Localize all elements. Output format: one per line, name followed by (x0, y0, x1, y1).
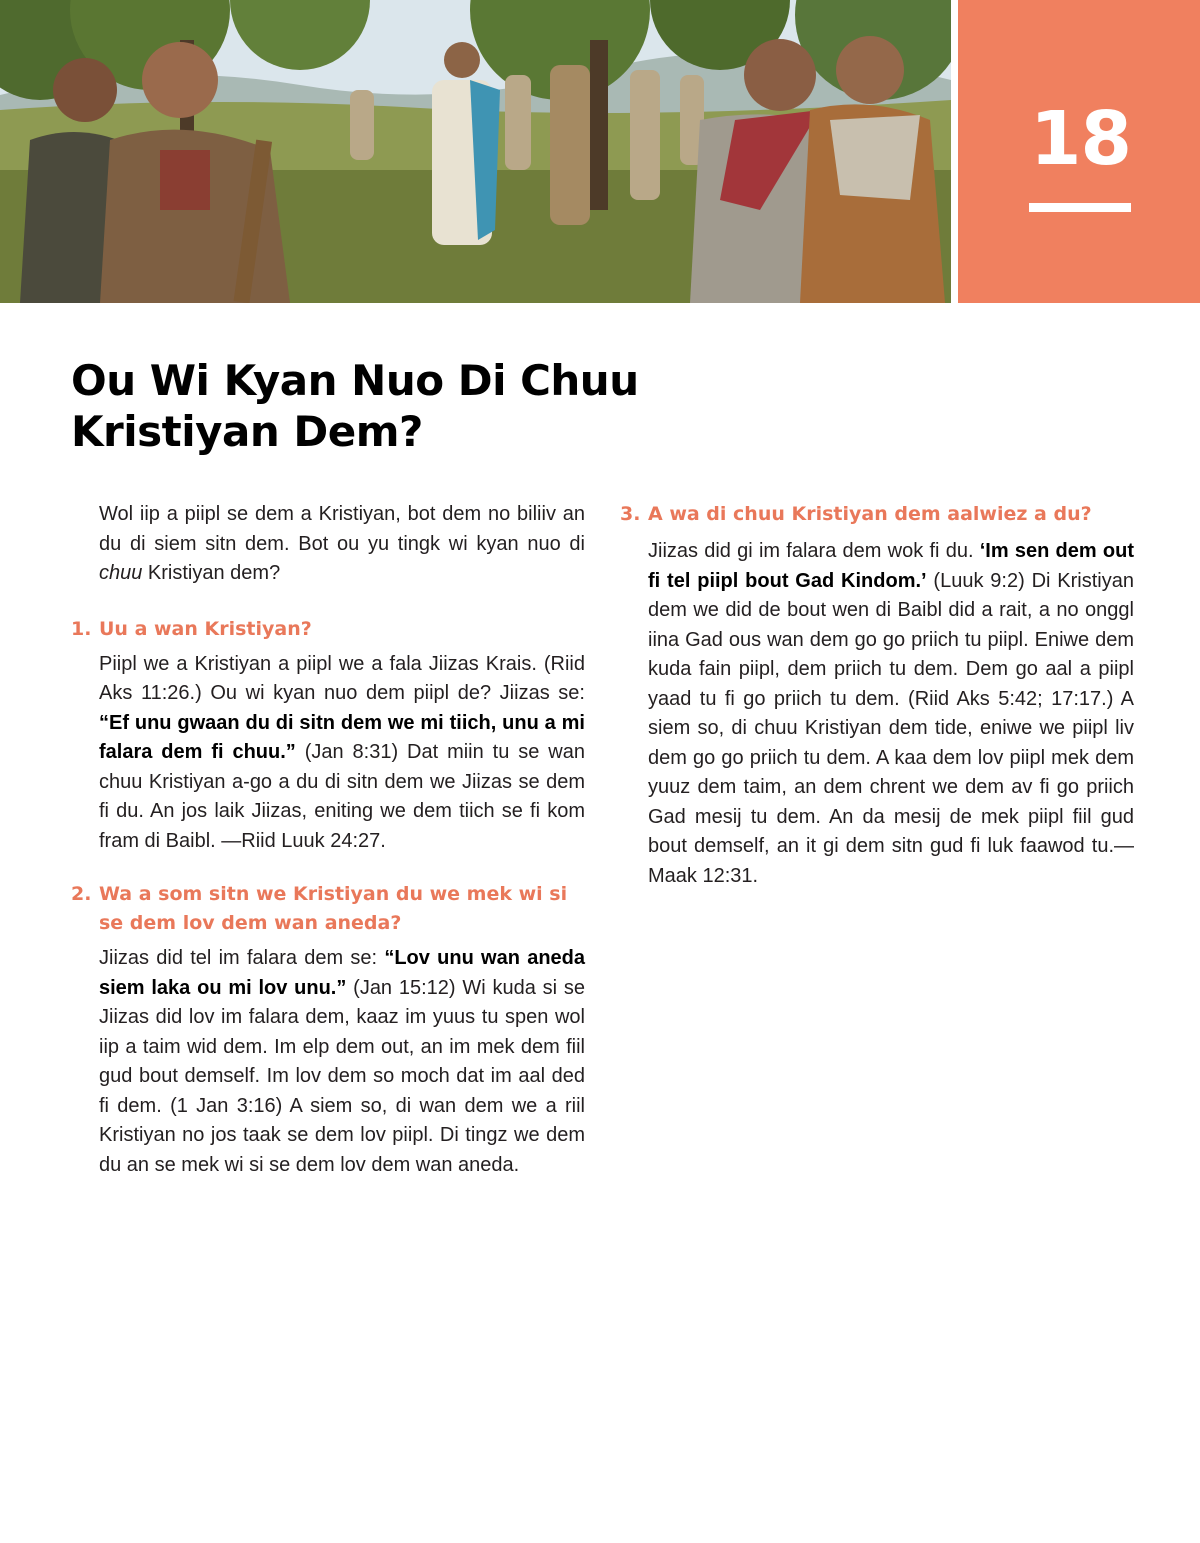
answer-1-scripture-quote: “Ef unu gwaan du di sitn dem we mi tiich, unu a mi falara dem fi chuu.” (99, 711, 585, 763)
intro-paragraph (99, 500, 585, 589)
lesson-title (71, 355, 771, 457)
question-3-number: 3. (620, 503, 641, 525)
intro-text-a: Wol iip a piipl se dem a Kristiyan, bot dem no biliiv an du di siem sitn dem. Bot ou yu tingk wi kyan nuo di (99, 503, 585, 555)
question-1-text: Uu a wan Kristiyan? (99, 617, 312, 640)
lesson-title-line1: Ou Wi Kyan Nuo Di Chuu (71, 356, 639, 405)
question-2-number: 2. (71, 883, 92, 905)
answer-2-text-b: (Jan 15:12) Wi kuda si se Jiizas did lov im falara dem, kaaz im yuus tu spen wol iip a taim wid dem. Im elp dem out, an im mek dem fiil gud bout demself. Im lov dem so moch dat im aal ded fi dem. (1 Jan 3:16) A siem so, di wan dem we a riil Kristiyan no jos taak se dem lov piipl. Di tingz we dem du an se mek wi si se dem lov dem wan aneda. (99, 976, 585, 1176)
answer-2-text-a: Jiizas did tel im falara dem se: (99, 947, 385, 969)
answer-1-text-a: Piipl we a Kristiyan a piipl we a fala Jiizas Krais. (Riid Aks 11:26.) Ou wi kyan nuo dem piipl de? Jiizas se: (99, 652, 585, 704)
question-2-text: Wa a som sitn we Kristiyan du we mek wi si se dem lov dem wan aneda? (99, 883, 568, 934)
chapter-badge (958, 0, 1200, 303)
question-3 (620, 500, 1134, 529)
answer-1-text-b: (Jan 8:31) Dat miin tu se wan chuu Kristiyan a-go a du di sitn dem we Jiizas se dem fi du. An jos laik Jiizas, eniting we dem tiich se fi kom fram di Baibl. —Riid Luuk 24:27. (99, 741, 585, 852)
hero-illustration (0, 0, 951, 303)
disciples-walking-illustration (0, 0, 951, 303)
intro-text-b: Kristiyan dem? (142, 562, 281, 584)
right-column (620, 500, 1134, 891)
question-1-number: 1. (71, 617, 92, 640)
left-column (71, 500, 585, 1180)
chapter-underline (1029, 203, 1131, 212)
question-1 (71, 615, 585, 644)
answer-3-text-b: (Luuk 9:2) Di Kristiyan dem we did de bout wen di Baibl did a rait, a no onggl iina Gad ous wan dem go go priich tu piipl. Eniwe dem kuda fain piipl, dem priich tu dem. Dem go aal a piipl yaad tu fi go priich tu dem. (Riid Aks 5:42; 17:17.) A siem so, di chuu Kristiyan dem tide, eniwe we piipl liv dem go go priich tu dem. A kaa dem lov piipl mek dem yuuz dem taim, an dem chrent we dem av fi go priich Gad mesij tu dem. An da mesij de mek piipl fiil gud bout demself, an it gi dem sitn gud fi luk faawod tu.—Maak 12:31. (648, 569, 1134, 887)
answer-3-scripture-quote: ‘Im sen dem out fi tel piipl bout Gad Kindom.’ (648, 540, 1134, 592)
answer-2-paragraph (99, 944, 585, 1180)
question-2 (71, 880, 585, 938)
chapter-number: 18 (1030, 96, 1131, 182)
answer-3-text-a: Jiizas did gi im falara dem wok fi du. (648, 540, 980, 562)
intro-emphasis: chuu (99, 562, 143, 584)
answer-1-paragraph (99, 650, 585, 857)
answer-2-scripture-quote: “Lov unu wan aneda siem laka ou mi lov unu.” (99, 947, 585, 999)
lesson-title-line2: Kristiyan Dem? (71, 407, 423, 456)
question-3-text: A wa di chuu Kristiyan dem aalwiez a du? (648, 503, 1092, 525)
answer-3-paragraph (648, 537, 1134, 891)
